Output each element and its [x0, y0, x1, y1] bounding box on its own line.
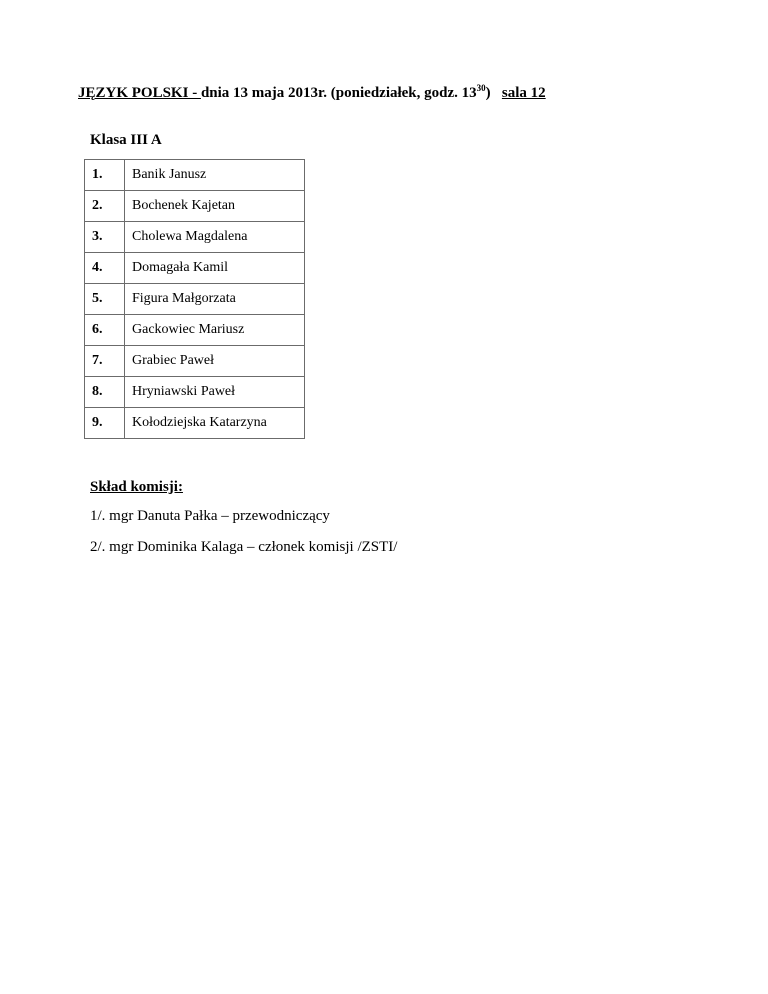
student-name: Kołodziejska Katarzyna — [125, 408, 305, 439]
student-table — [84, 159, 305, 439]
student-name: Cholewa Magdalena — [125, 222, 305, 253]
student-name: Bochenek Kajetan — [125, 191, 305, 222]
table-row — [85, 253, 305, 284]
table-row — [85, 315, 305, 346]
student-name: Banik Janusz — [125, 160, 305, 191]
exam-time-minutes: 30 — [476, 83, 486, 93]
commission-member: 2/. mgr Dominika Kalaga – członek komisji /ZSTI/ — [90, 539, 398, 555]
student-name: Figura Małgorzata — [125, 284, 305, 315]
student-name: Hryniawski Paweł — [125, 377, 305, 408]
student-name: Gackowiec Mariusz — [125, 315, 305, 346]
table-row — [85, 191, 305, 222]
table-row — [85, 284, 305, 315]
commission-member: 1/. mgr Danuta Pałka – przewodniczący — [90, 508, 330, 524]
table-row — [85, 408, 305, 439]
exam-room: sala 12 — [501, 85, 546, 101]
exam-date-close: ) — [485, 85, 491, 101]
subject-label: JĘZYK POLSKI - — [78, 85, 201, 101]
student-number: 5. — [85, 284, 125, 315]
exam-date: dnia 13 maja 2013r. (poniedziałek, godz. 13 — [200, 85, 477, 101]
student-number: 1. — [85, 160, 125, 191]
exam-header — [78, 83, 546, 103]
student-name: Grabiec Paweł — [125, 346, 305, 377]
class-title: Klasa III A — [90, 132, 162, 148]
table-row — [85, 346, 305, 377]
student-number: 8. — [85, 377, 125, 408]
table-row — [85, 160, 305, 191]
student-number: 9. — [85, 408, 125, 439]
student-number: 6. — [85, 315, 125, 346]
student-number: 3. — [85, 222, 125, 253]
table-row — [85, 377, 305, 408]
student-number: 7. — [85, 346, 125, 377]
student-number: 2. — [85, 191, 125, 222]
student-name: Domagała Kamil — [125, 253, 305, 284]
commission-title: Skład komisji: — [90, 479, 183, 495]
student-number: 4. — [85, 253, 125, 284]
table-row — [85, 222, 305, 253]
